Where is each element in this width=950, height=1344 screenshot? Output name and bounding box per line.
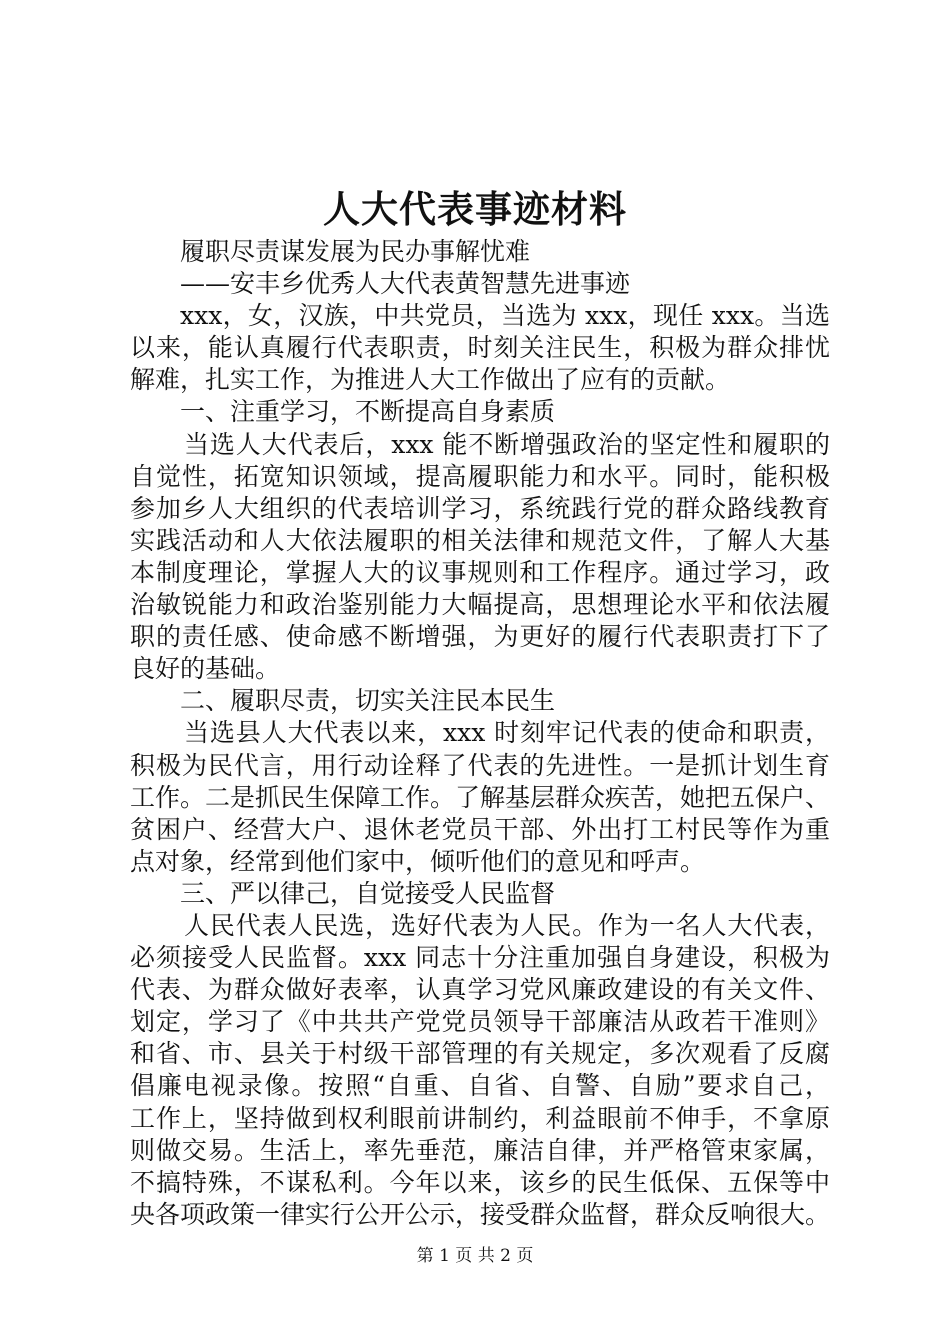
paragraph-line: 必须接受人民监督。xxx 同志十分注重加强自身建设，积极为 [130,943,830,973]
subtitle: 履职尽责谋发展为民办事解忧难 [180,237,531,266]
paragraph-line: 本制度理论，掌握人大的议事规则和工作程序。通过学习，政 [130,557,830,587]
paragraph-line: 则做交易。生活上，率先垂范，廉洁自律，并严格管束家属， [130,1135,830,1165]
paragraph-line: 贫困户、经营大户、退休老党员干部、外出打工村民等作为重 [130,814,830,844]
page-footer: 第 1 页 共 2 页 [416,1246,534,1266]
paragraph-line: 人民代表人民选，选好代表为人民。作为一名人大代表， [184,910,830,940]
paragraph-line: 职的责任感、使命感不断增强，为更好的履行代表职责打下了 [130,622,830,652]
paragraph-line: 代表、为群众做好表率，认真学习党风廉政建设的有关文件、 [130,975,830,1005]
paragraph-line: 和省、市、县关于村级干部管理的有关规定，多次观看了反腐 [130,1039,830,1069]
paragraph-line: 积极为民代言，用行动诠释了代表的先进性。一是抓计划生育 [130,750,830,780]
paragraph-line: 当选县人大代表以来，xxx 时刻牢记代表的使命和职责， [184,718,830,748]
section-heading: 一、注重学习，不断提高自身素质 [180,397,556,427]
paragraph-line: 不搞特殊，不谋私利。今年以来，该乡的民生低保、五保等中 [130,1167,830,1197]
paragraph-line: 自觉性，拓宽知识领域，提高履职能力和水平。同时，能积极 [130,461,830,491]
subtitle-byline: ——安丰乡优秀人大代表黄智慧先进事迹 [180,269,631,299]
paragraph-line: 治敏锐能力和政治鉴别能力大幅提高，思想理论水平和依法履 [130,590,830,620]
paragraph-line: 参加乡人大组织的代表培训学习，系统践行党的群众路线教育 [130,493,830,523]
section-heading: 三、严以律己，自觉接受人民监督 [180,878,556,908]
paragraph-line: 解难，扎实工作，为推进人大工作做出了应有的贡献。 [130,365,731,395]
section-heading: 二、履职尽责，切实关注民本民生 [180,686,556,716]
paragraph-line: 工作。二是抓民生保障工作。了解基层群众疾苦，她把五保户、 [130,782,831,812]
document-title: 人大代表事迹材料 [323,187,627,231]
paragraph-line: 点对象，经常到他们家中，倾听他们的意见和呼声。 [130,846,706,876]
paragraph-line: xxx，女，汉族，中共党员，当选为 xxx，现任 xxx。当选 [180,301,830,331]
paragraph-line: 以来，能认真履行代表职责，时刻关注民生，积极为群众排忧 [130,333,830,363]
document-body [130,236,830,1231]
paragraph-line: 央各项政策一律实行公开公示，接受群众监督，群众反响很大。 [130,1199,831,1229]
paragraph-line: 良好的基础。 [130,654,281,684]
paragraph-line: 实践活动和人大依法履职的相关法律和规范文件，了解人大基 [130,525,830,555]
paragraph-line: 划定，学习了《中共共产党党员领导干部廉洁从政若干准则》 [130,1007,830,1037]
paragraph-line: 倡廉电视录像。按照“自重、自省、自警、自励”要求自己， [130,1071,830,1101]
paragraph-line: 工作上，坚持做到权利眼前讲制约，利益眼前不伸手，不拿原 [130,1103,830,1133]
paragraph-line: 当选人大代表后，xxx 能不断增强政治的坚定性和履职的 [184,429,830,459]
